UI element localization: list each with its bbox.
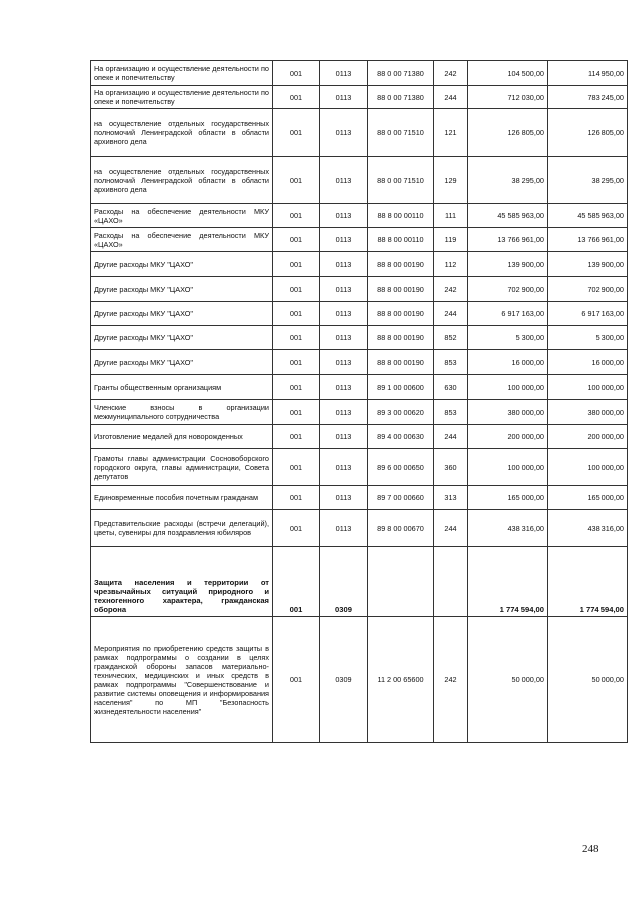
table-row (91, 61, 628, 86)
row-amount-1: 16 000,00 (468, 350, 548, 375)
row-amount-2: 38 295,00 (548, 157, 628, 204)
row-expense-type-code: 244 (434, 86, 468, 109)
row-target-code: 88 8 00 00110 (368, 228, 434, 252)
row-target-code: 89 1 00 00600 (368, 375, 434, 400)
table-row (91, 302, 628, 326)
row-description: Расходы на обеспечение деятельности МКУ «ЦАХО» (91, 228, 273, 252)
row-section-code: 0309 (320, 617, 368, 743)
row-expense-type-code: 242 (434, 617, 468, 743)
row-section-code: 0113 (320, 350, 368, 375)
row-amount-2: 5 300,00 (548, 326, 628, 350)
row-section-code: 0113 (320, 86, 368, 109)
row-amount-1: 1 774 594,00 (468, 547, 548, 617)
row-expense-type-code: 129 (434, 157, 468, 204)
row-section-code: 0113 (320, 425, 368, 449)
row-expense-type-code: 121 (434, 109, 468, 157)
budget-table (90, 60, 628, 743)
row-target-code: 88 8 00 00190 (368, 350, 434, 375)
row-section-code: 0113 (320, 277, 368, 302)
row-target-code: 88 0 00 71510 (368, 157, 434, 204)
row-target-code: 88 8 00 00190 (368, 252, 434, 277)
row-amount-2: 139 900,00 (548, 252, 628, 277)
row-description: Другие расходы МКУ "ЦАХО" (91, 252, 273, 277)
table-row (91, 204, 628, 228)
row-target-code (368, 547, 434, 617)
row-target-code: 88 0 00 71380 (368, 86, 434, 109)
row-expense-type-code: 119 (434, 228, 468, 252)
row-section-code: 0113 (320, 228, 368, 252)
row-description: Другие расходы МКУ "ЦАХО" (91, 326, 273, 350)
row-expense-type-code: 313 (434, 486, 468, 510)
row-description: Другие расходы МКУ "ЦАХО" (91, 302, 273, 326)
row-expense-type-code: 244 (434, 510, 468, 547)
row-amount-2: 50 000,00 (548, 617, 628, 743)
row-section-code: 0113 (320, 486, 368, 510)
row-ved-code: 001 (273, 375, 320, 400)
row-description: Представительские расходы (встречи делегаций), цветы, сувениры для поздравления юбиляров (91, 510, 273, 547)
row-section-code: 0113 (320, 449, 368, 486)
row-amount-2: 100 000,00 (548, 449, 628, 486)
row-target-code: 88 0 00 71380 (368, 61, 434, 86)
table-row (91, 277, 628, 302)
row-section-code: 0113 (320, 109, 368, 157)
row-description: Расходы на обеспечение деятельности МКУ «ЦАХО» (91, 204, 273, 228)
row-amount-1: 139 900,00 (468, 252, 548, 277)
row-expense-type-code (434, 547, 468, 617)
row-ved-code: 001 (273, 204, 320, 228)
row-description: Гранты общественным организациям (91, 375, 273, 400)
row-amount-2: 380 000,00 (548, 400, 628, 425)
row-amount-1: 712 030,00 (468, 86, 548, 109)
row-expense-type-code: 242 (434, 61, 468, 86)
row-section-code: 0113 (320, 400, 368, 425)
row-target-code: 89 7 00 00660 (368, 486, 434, 510)
row-expense-type-code: 244 (434, 302, 468, 326)
row-amount-2: 6 917 163,00 (548, 302, 628, 326)
row-target-code: 89 4 00 00630 (368, 425, 434, 449)
row-ved-code: 001 (273, 350, 320, 375)
row-ved-code: 001 (273, 449, 320, 486)
row-amount-2: 13 766 961,00 (548, 228, 628, 252)
row-amount-1: 165 000,00 (468, 486, 548, 510)
table-row (91, 109, 628, 157)
table-row (91, 510, 628, 547)
row-section-code: 0113 (320, 510, 368, 547)
row-ved-code: 001 (273, 486, 320, 510)
row-description: На организацию и осуществление деятельности по опеке и попечительству (91, 86, 273, 109)
row-amount-2: 114 950,00 (548, 61, 628, 86)
row-amount-1: 104 500,00 (468, 61, 548, 86)
row-expense-type-code: 244 (434, 425, 468, 449)
row-description: Защита населения и территории от чрезвычайных ситуаций природного и техногенного характера, гражданская оборона (91, 547, 273, 617)
row-section-code: 0113 (320, 252, 368, 277)
row-description: На организацию и осуществление деятельности по опеке и попечительству (91, 61, 273, 86)
row-ved-code: 001 (273, 510, 320, 547)
row-amount-1: 50 000,00 (468, 617, 548, 743)
row-target-code: 89 6 00 00650 (368, 449, 434, 486)
row-target-code: 88 8 00 00190 (368, 326, 434, 350)
table-row (91, 617, 628, 743)
row-amount-2: 16 000,00 (548, 350, 628, 375)
row-target-code: 89 3 00 00620 (368, 400, 434, 425)
row-amount-2: 438 316,00 (548, 510, 628, 547)
row-section-code: 0113 (320, 302, 368, 326)
row-description: Единовременные пособия почетным гражданам (91, 486, 273, 510)
row-expense-type-code: 853 (434, 350, 468, 375)
row-amount-1: 438 316,00 (468, 510, 548, 547)
row-description: Грамоты главы администрации Сосновоборского городского округа, главы администрации, Совета депутатов (91, 449, 273, 486)
table-row (91, 547, 628, 617)
row-ved-code: 001 (273, 61, 320, 86)
row-target-code: 88 8 00 00190 (368, 302, 434, 326)
row-expense-type-code: 111 (434, 204, 468, 228)
row-section-code: 0113 (320, 61, 368, 86)
row-ved-code: 001 (273, 547, 320, 617)
row-amount-1: 126 805,00 (468, 109, 548, 157)
row-expense-type-code: 242 (434, 277, 468, 302)
table-row (91, 425, 628, 449)
table-row (91, 157, 628, 204)
row-ved-code: 001 (273, 302, 320, 326)
table-row (91, 486, 628, 510)
row-target-code: 89 8 00 00670 (368, 510, 434, 547)
row-expense-type-code: 853 (434, 400, 468, 425)
row-expense-type-code: 852 (434, 326, 468, 350)
row-amount-1: 380 000,00 (468, 400, 548, 425)
row-amount-2: 702 900,00 (548, 277, 628, 302)
row-ved-code: 001 (273, 326, 320, 350)
row-amount-2: 165 000,00 (548, 486, 628, 510)
table-row (91, 375, 628, 400)
row-ved-code: 001 (273, 228, 320, 252)
row-amount-2: 783 245,00 (548, 86, 628, 109)
row-amount-2: 200 000,00 (548, 425, 628, 449)
row-ved-code: 001 (273, 617, 320, 743)
table-row (91, 86, 628, 109)
row-target-code: 88 8 00 00190 (368, 277, 434, 302)
row-amount-1: 200 000,00 (468, 425, 548, 449)
row-ved-code: 001 (273, 86, 320, 109)
row-description: Изготовление медалей для новорожденных (91, 425, 273, 449)
row-amount-1: 13 766 961,00 (468, 228, 548, 252)
row-amount-1: 45 585 963,00 (468, 204, 548, 228)
row-amount-1: 702 900,00 (468, 277, 548, 302)
row-description: на осуществление отдельных государственных полномочий Ленинградской области в области архивного дела (91, 157, 273, 204)
row-section-code: 0113 (320, 326, 368, 350)
row-target-code: 88 8 00 00110 (368, 204, 434, 228)
row-amount-1: 5 300,00 (468, 326, 548, 350)
row-description: Мероприятия по приобретению средств защиты в рамках подпрограммы о создании в целях гражданской обороны запасов материально-технических, медицинских и иных средств в рамках подпрограммы "Совершенствование и развитие системы оповещения и информирования населения" по МП "Безопасность жизнедеятельности населения" (91, 617, 273, 743)
row-amount-1: 6 917 163,00 (468, 302, 548, 326)
table-row (91, 252, 628, 277)
row-ved-code: 001 (273, 400, 320, 425)
row-amount-1: 38 295,00 (468, 157, 548, 204)
table-row (91, 400, 628, 425)
row-ved-code: 001 (273, 277, 320, 302)
row-amount-1: 100 000,00 (468, 449, 548, 486)
row-section-code: 0113 (320, 204, 368, 228)
row-description: Другие расходы МКУ "ЦАХО" (91, 350, 273, 375)
row-amount-1: 100 000,00 (468, 375, 548, 400)
row-ved-code: 001 (273, 252, 320, 277)
table-row (91, 326, 628, 350)
row-section-code: 0113 (320, 375, 368, 400)
row-ved-code: 001 (273, 109, 320, 157)
row-section-code: 0113 (320, 157, 368, 204)
row-ved-code: 001 (273, 425, 320, 449)
row-description: на осуществление отдельных государственных полномочий Ленинградской области в области архивного дела (91, 109, 273, 157)
row-expense-type-code: 112 (434, 252, 468, 277)
table-row (91, 350, 628, 375)
row-ved-code: 001 (273, 157, 320, 204)
row-expense-type-code: 360 (434, 449, 468, 486)
row-target-code: 11 2 00 65600 (368, 617, 434, 743)
table-row (91, 228, 628, 252)
row-amount-2: 126 805,00 (548, 109, 628, 157)
budget-table-body (91, 61, 628, 743)
row-amount-2: 100 000,00 (548, 375, 628, 400)
row-expense-type-code: 630 (434, 375, 468, 400)
row-section-code: 0309 (320, 547, 368, 617)
row-amount-2: 1 774 594,00 (548, 547, 628, 617)
row-target-code: 88 0 00 71510 (368, 109, 434, 157)
row-description: Другие расходы МКУ "ЦАХО" (91, 277, 273, 302)
row-amount-2: 45 585 963,00 (548, 204, 628, 228)
page-number: 248 (582, 843, 599, 855)
table-row (91, 449, 628, 486)
row-description: Членские взносы в организации межмуниципального сотрудничества (91, 400, 273, 425)
